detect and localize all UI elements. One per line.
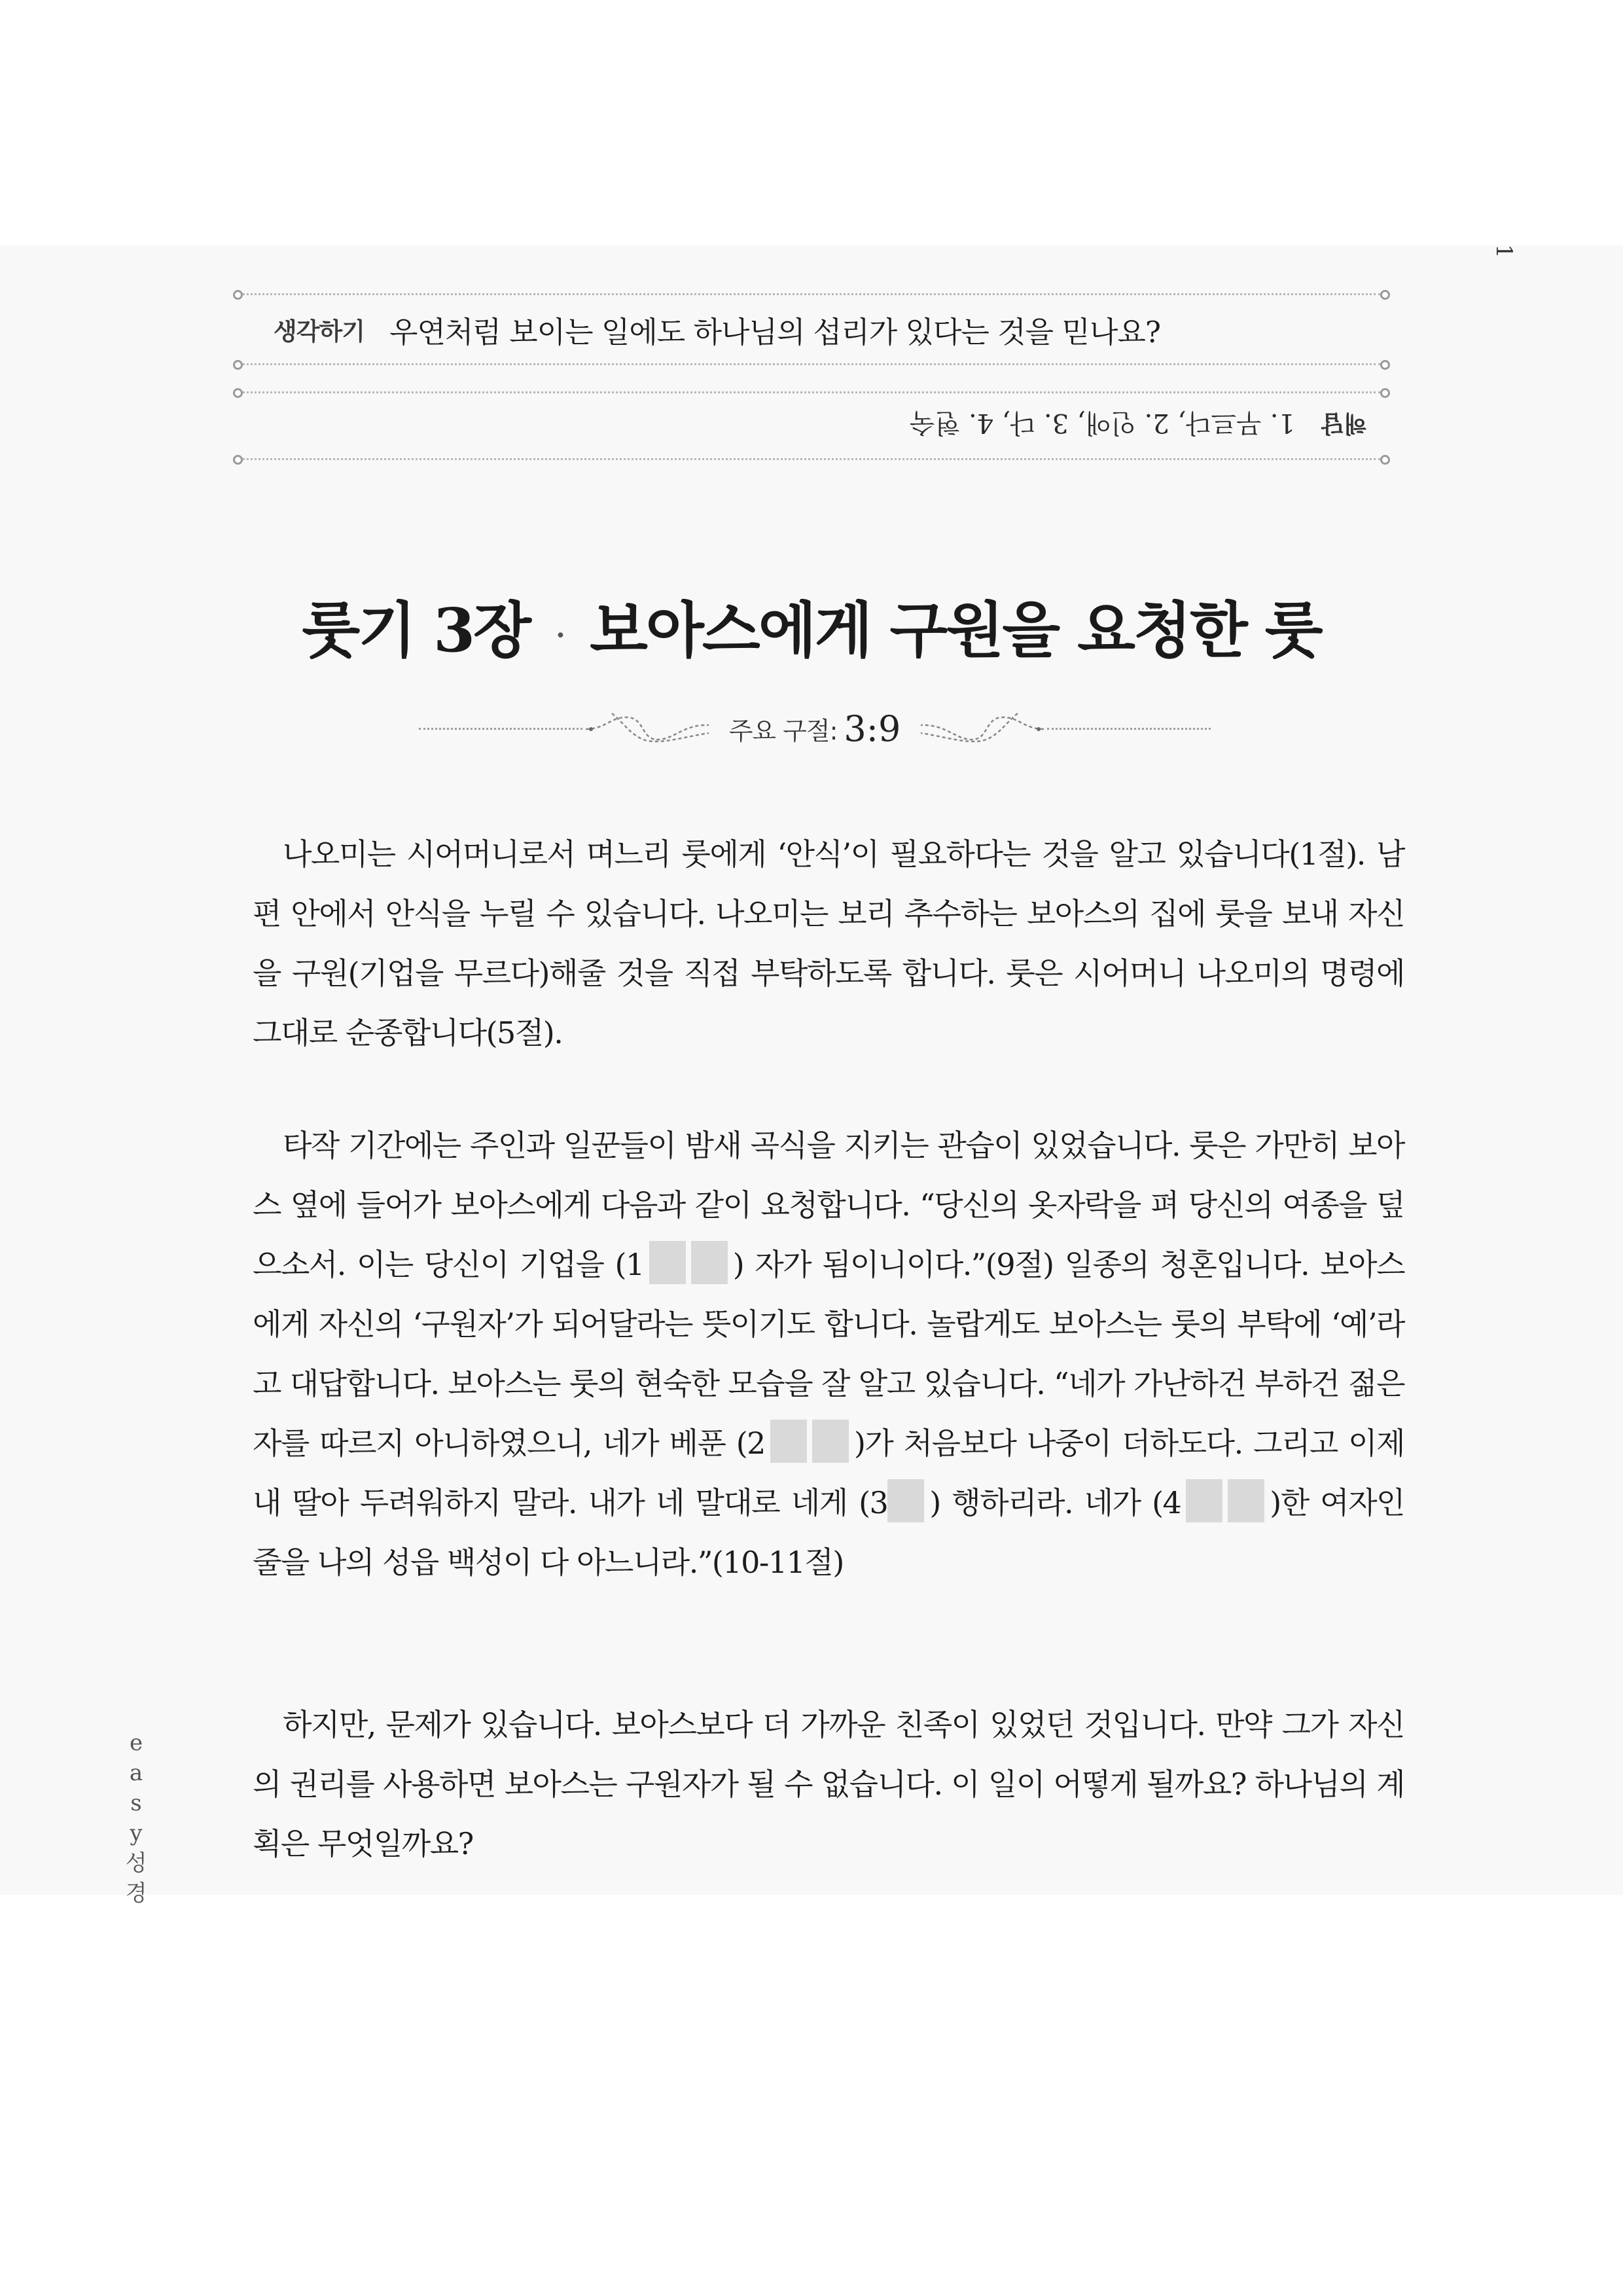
dotted-rule [242, 363, 1381, 365]
key-verse-ref: 3:9 [844, 708, 901, 749]
paragraph-2-part-c: )가 처음보다 나중이 더하도다. 그리고 이제 내 딸아 두려워하지 말라. 내가 네 말대로 네게 (3 [253, 1426, 1404, 1520]
think-box [274, 306, 1160, 352]
page-number: 1 [1491, 244, 1517, 259]
side-series-label: e a s y 성 경 [125, 1730, 147, 1907]
blank-box [1228, 1479, 1264, 1522]
title-book-chapter: 룻기 3장 [302, 595, 530, 666]
blank-box [649, 1241, 686, 1284]
answer-text: 1. 무르다, 2. 인애, 3. 다, 4. 현숙 [910, 408, 1295, 438]
title-separator: · [554, 613, 565, 659]
blank-box [770, 1420, 807, 1463]
dotted-rule [242, 293, 1381, 295]
key-verse [419, 706, 1211, 751]
paragraph-2-part-e: )한 여자인 줄을 나의 성읍 백성이 다 아느니라.”(10-11절) [253, 1485, 1404, 1580]
dotted-rule [242, 391, 1381, 393]
blank-box [691, 1241, 728, 1284]
think-question: 우연처럼 보이는 일에도 하나님의 섭리가 있다는 것을 믿나요? [389, 314, 1160, 350]
chapter-title [0, 583, 1623, 669]
paragraph-2-part-a: 타작 기간에는 주인과 일꾼들이 밤새 곡식을 지키는 관습이 있었습니다. 룻은 가만히 보아스 옆에 들어가 보아스에게 다음과 같이 요청합니다. “당신의 옷자락을 펴 당신의 여종을 덮으소서. 이는 당신이 기업을 (1 [253, 1128, 1404, 1282]
paragraph-2-part-d: ) 행하리라. 네가 (4 [929, 1485, 1181, 1520]
blank-box [1186, 1479, 1222, 1522]
flourish-right-icon [919, 711, 1044, 747]
key-verse-text [720, 706, 910, 751]
paragraph-2-part-b: ) 자가 됨이니이다.”(9절) 일종의 청혼입니다. 보아스에게 자신의 ‘구원자’가 되어달라는 뜻이기도 합니다. 놀랍게도 보아스는 룻의 부탁에 ‘예’라고 대답합니다. 보아스는 룻의 현숙한 모습을 잘 알고 있습니다. “네가 가난하건 부하건 젊은 자를 따르지 아니하였으니, 네가 베푼 (2 [253, 1247, 1405, 1461]
flourish-left-icon [586, 711, 710, 747]
blank-box [887, 1479, 924, 1522]
paragraph-2 [253, 1116, 1404, 1592]
answer-label: 해답 [1321, 410, 1367, 437]
key-verse-label: 주요 구절: [728, 716, 838, 745]
page-background [0, 245, 1623, 1895]
blank-box [812, 1420, 849, 1463]
answer-box [910, 401, 1367, 450]
think-label: 생각하기 [274, 317, 365, 346]
dotted-rule [242, 458, 1381, 460]
title-heading: 보아스에게 구원을 요청한 룻 [590, 595, 1321, 666]
paragraph-1: 나오미는 시어머니로서 며느리 룻에게 ‘안식’이 필요하다는 것을 알고 있습니다(1절). 남편 안에서 안식을 누릴 수 있습니다. 나오미는 보리 추수하는 보아스의 집에 룻을 보내 자신을 구원(기업을 무르다)해줄 것을 직접 부탁하도록 합니다. 룻은 시어머니 나오미의 명령에 그대로 순종합니다(5절). [253, 836, 1404, 1050]
ornament-dots-left [419, 728, 582, 730]
ornament-dots-right [1047, 728, 1211, 730]
paragraph-3: 하지만, 문제가 있습니다. 보아스보다 더 가까운 친족이 있었던 것입니다. 만약 그가 자신의 권리를 사용하면 보아스는 구원자가 될 수 없습니다. 이 일이 어떻게 될까요? 하나님의 계획은 무엇일까요? [253, 1707, 1404, 1861]
